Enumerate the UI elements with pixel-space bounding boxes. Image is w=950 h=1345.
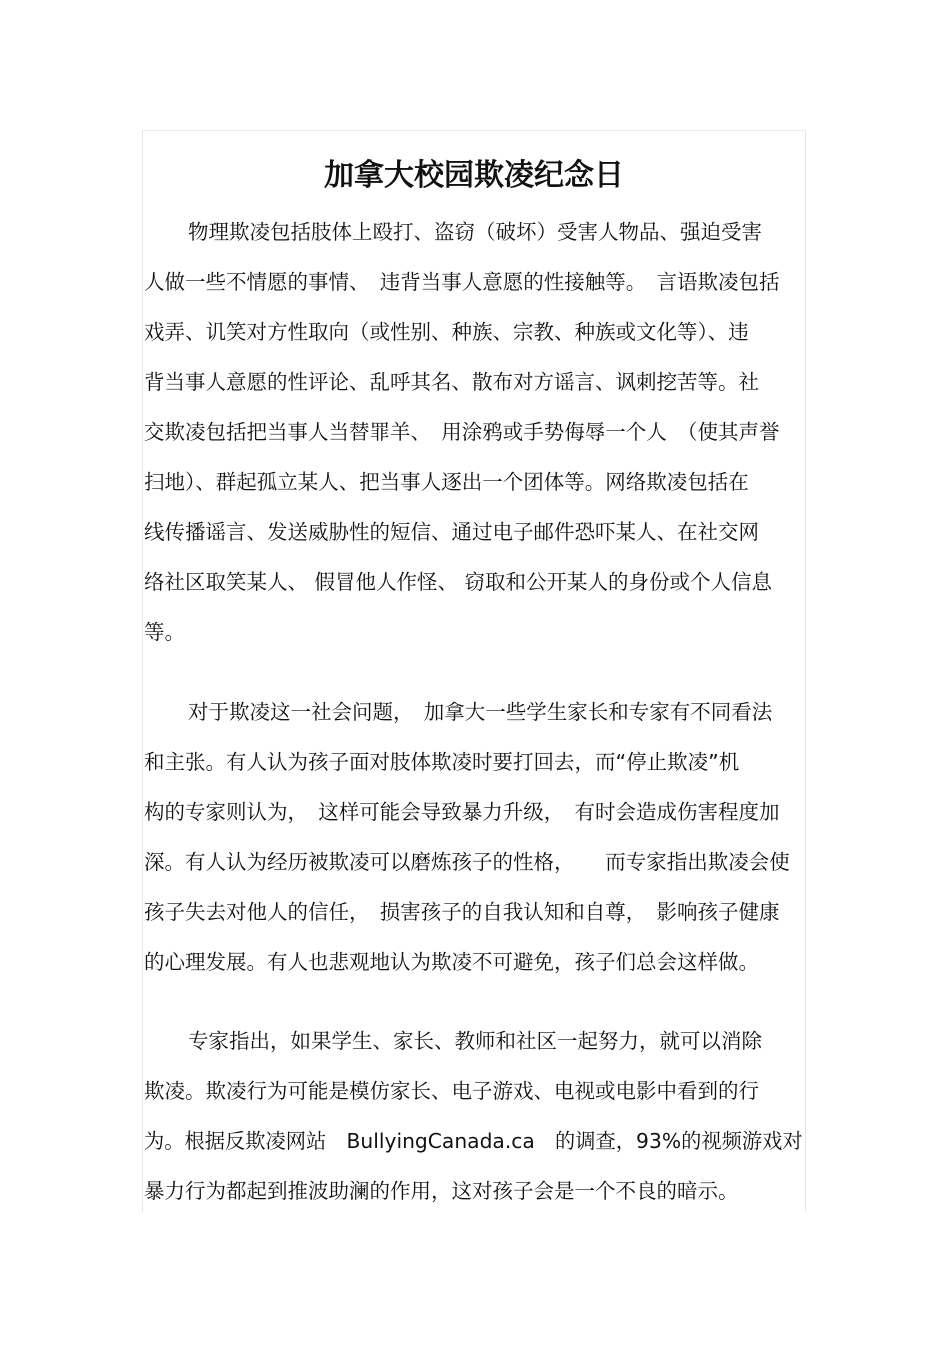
paragraph-line: 络社区取笑某人、 假冒他人作怪、 窃取和公开某人的身份或个人信息 [144,570,773,594]
paragraph-line: 背当事人意愿的性评论、乱呼其名、散布对方谣言、讽刺挖苦等。社 [144,370,759,394]
paragraph-line: 交欺凌包括把当事人当替罪羊、 用涂鸦或手势侮辱一个人 （使其声誉 [144,420,780,444]
paragraph-line: 线传播谣言、发送威胁性的短信、通过电子邮件恐吓某人、在社交网 [144,520,759,544]
paragraph-physical-bullying [144,207,804,657]
paragraph-line: 戏弄、讥笑对方性取向（或性别、种族、宗教、种族或文化等）、违 [144,320,749,344]
paragraph-line: 暴力行为都起到推波助澜的作用，这对孩子会是一个不良的暗示。 [144,1179,739,1203]
paragraph-line: 的心理发展。有人也悲观地认为欺凌不可避免，孩子们总会这样做。 [144,950,759,974]
paragraph-line: 专家指出，如果学生、家长、教师和社区一起努力，就可以消除 [188,1029,762,1053]
paragraph-opinions [144,687,804,987]
paragraph-line: 人做一些不情愿的事情、 违背当事人意愿的性接触等。 言语欺凌包括 [144,270,780,294]
paragraph-line: 构的专家则认为， 这样可能会导致暴力升级， 有时会造成伤害程度加 [144,800,780,824]
paragraph-line: 物理欺凌包括肢体上殴打、盗窃（破坏）受害人物品、强迫受害 [188,220,762,244]
page-title: 加拿大校园欺凌纪念日 [324,158,624,194]
paragraph-line: 欺凌。欺凌行为可能是模仿家长、电子游戏、电视或电影中看到的行 [144,1079,759,1103]
paragraph-line: 扫地）、群起孤立某人、把当事人逐出一个团体等。网络欺凌包括在 [144,470,749,494]
paragraph-line: 深。有人认为经历被欺凌可以磨炼孩子的性格， 而专家指出欺凌会使 [144,850,790,874]
paragraph-line: 为。根据反欺凌网站 BullyingCanada.ca 的调查，93%的视频游戏对 [144,1129,803,1153]
paragraph-line: 和主张。有人认为孩子面对肢体欺凌时要打回去，而“停止欺凌”机 [144,750,740,774]
paragraph-experts [144,1016,804,1216]
paragraph-line: 孩子失去对他人的信任， 损害孩子的自我认知和自尊， 影响孩子健康 [144,900,780,924]
paragraph-line: 等。 [144,620,185,644]
paragraph-line: 对于欺凌这一社会问题， 加拿大一些学生家长和专家有不同看法 [188,700,773,724]
